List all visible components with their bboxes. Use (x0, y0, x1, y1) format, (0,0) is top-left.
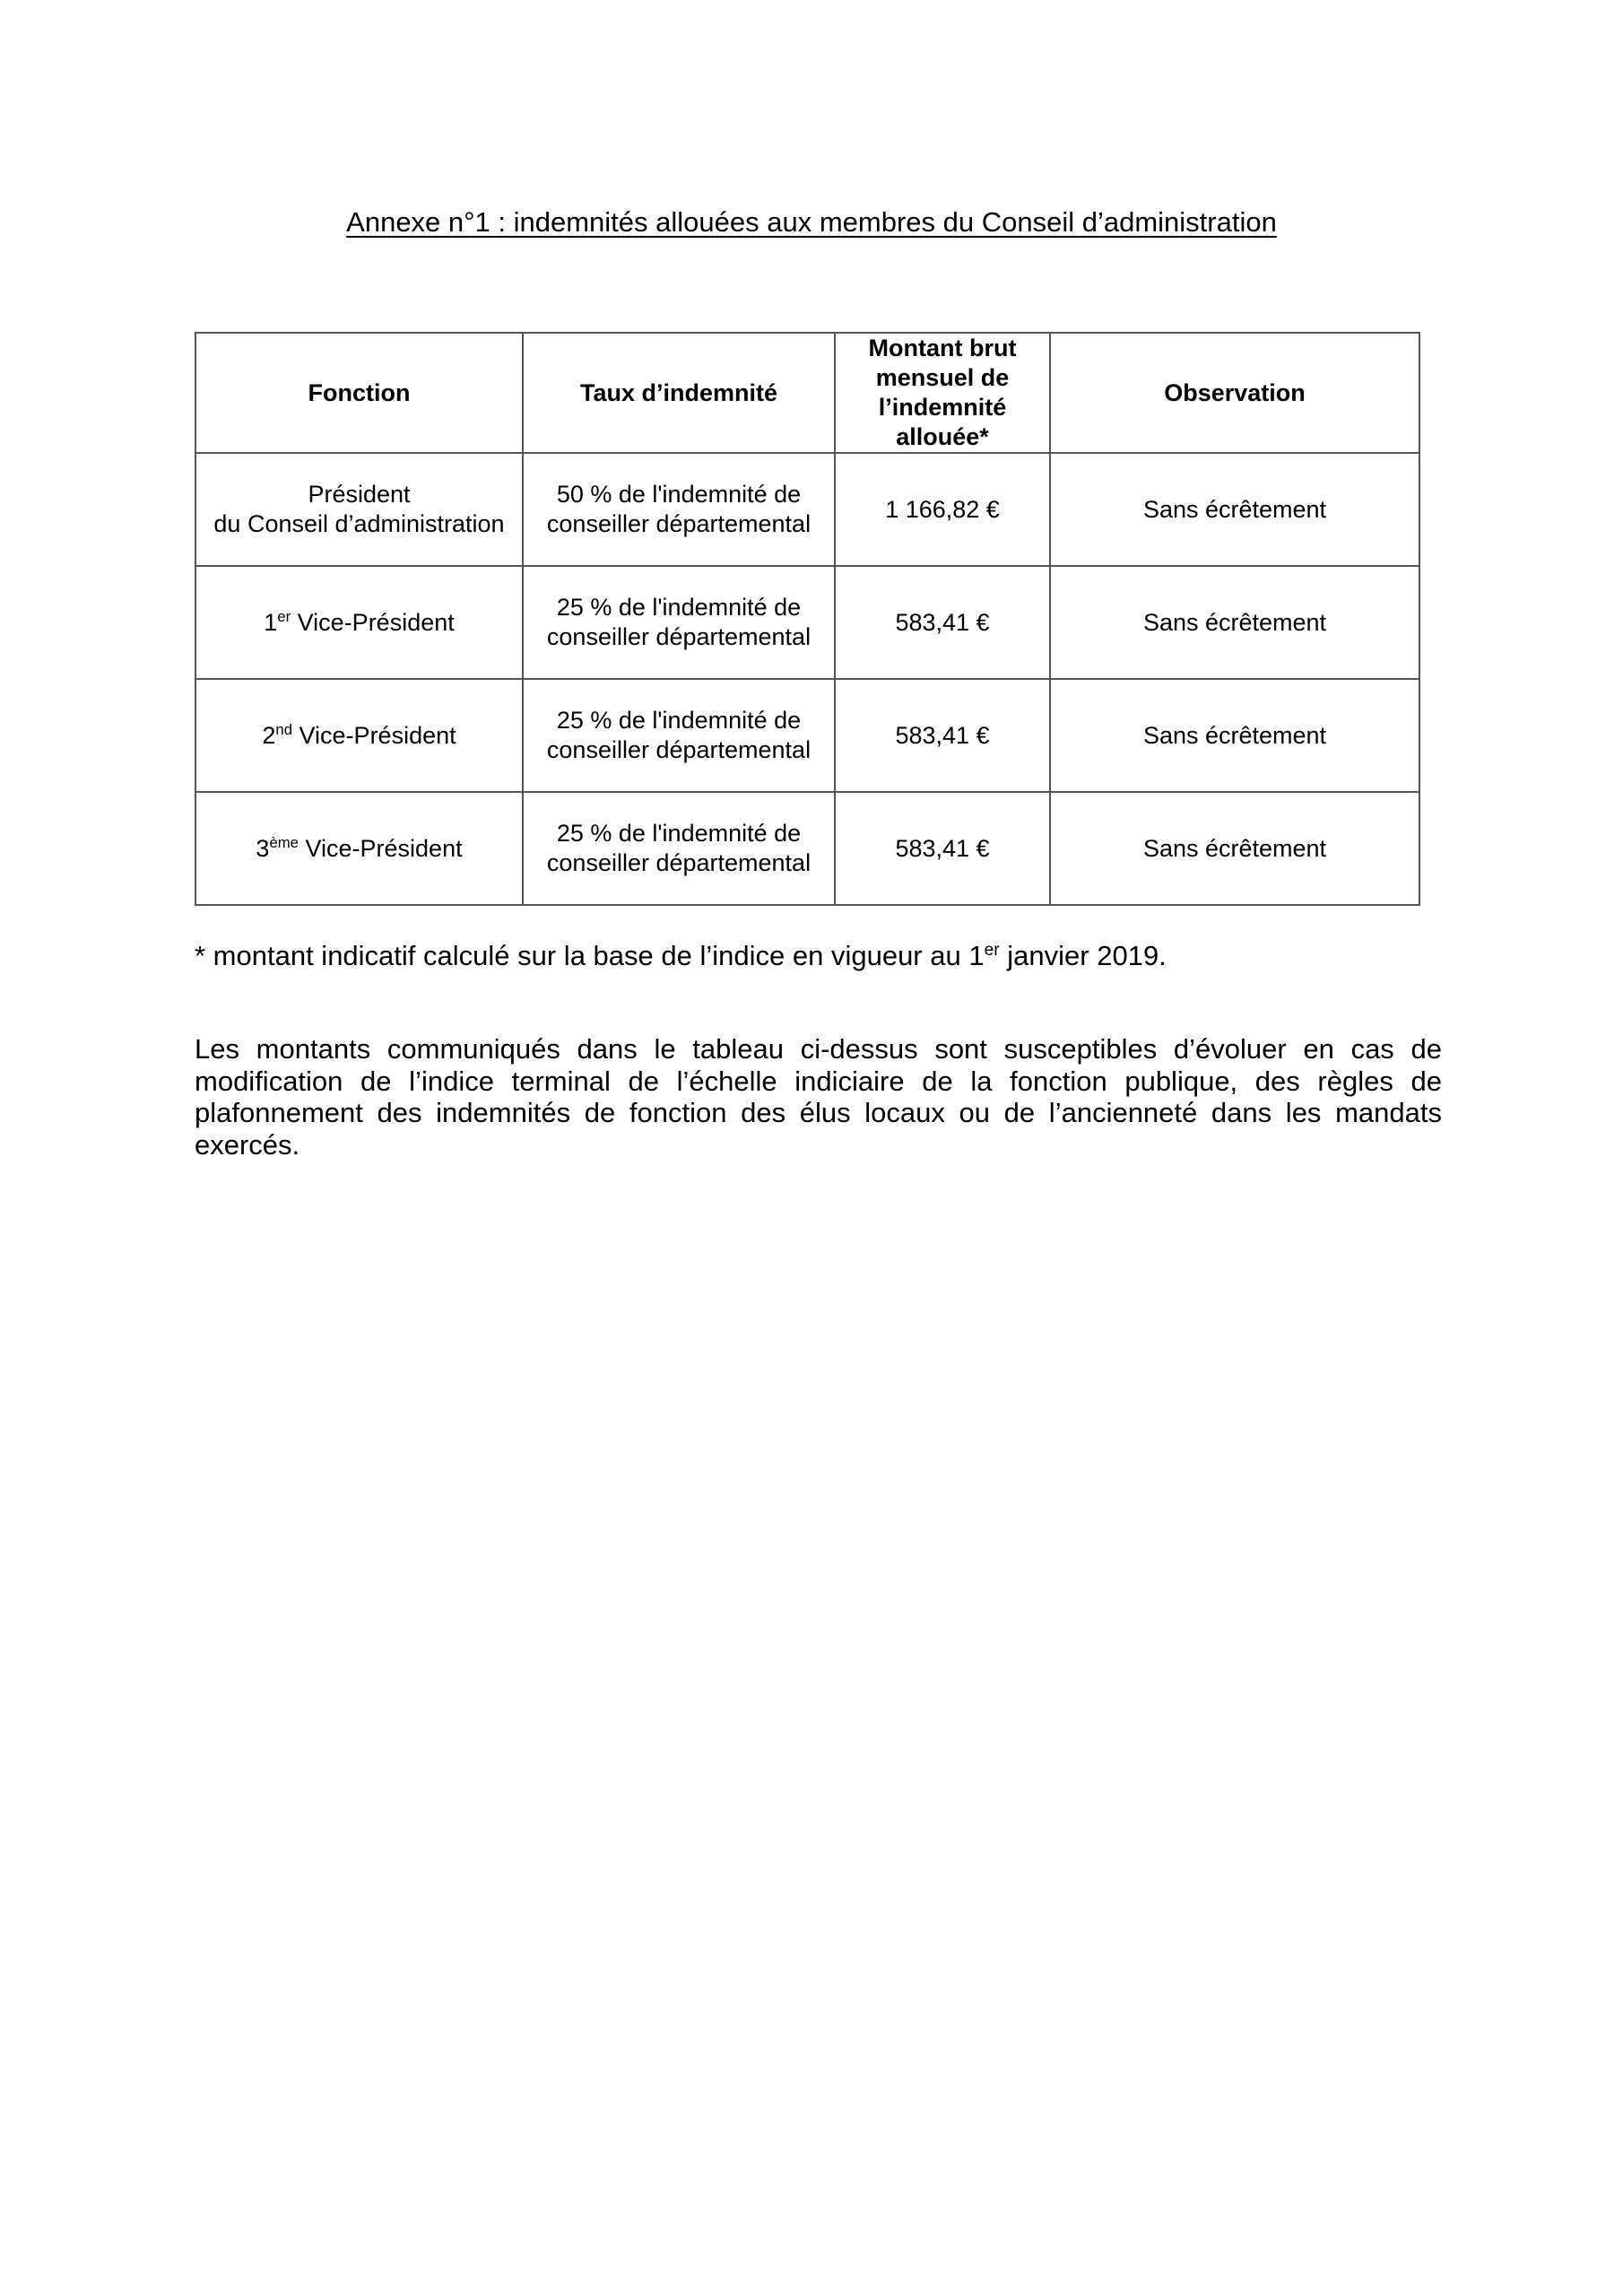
header-fonction: Fonction (195, 333, 523, 453)
header-observation: Observation (1050, 333, 1419, 453)
header-montant (835, 333, 1050, 453)
cell-observation: Sans écrêtement (1050, 679, 1419, 792)
cell-fonction (195, 679, 523, 792)
fonction-label (256, 835, 462, 862)
cell-observation: Sans écrêtement (1050, 792, 1419, 905)
indemnity-table (195, 332, 1420, 906)
cell-montant: 583,41 € (835, 792, 1050, 905)
footnote-ordinal-suffix: er (984, 941, 1000, 961)
footnote (195, 938, 1450, 974)
taux-line: conseiller départemental (546, 849, 812, 876)
table-row (195, 679, 1419, 792)
page-title-text: Annexe n°1 : indemnités allouées aux membres du Conseil d’administration (346, 206, 1277, 238)
cell-taux (523, 453, 835, 566)
fonction-line: Président (308, 481, 411, 508)
taux-line: conseiller départemental (546, 510, 812, 537)
cell-observation: Sans écrêtement (1050, 566, 1419, 679)
taux-line: 25 % de l'indemnité de (556, 594, 802, 621)
fonction-ordinal: 2 (262, 721, 276, 749)
header-montant-line: mensuel de (875, 364, 1010, 391)
cell-montant: 1 166,82 € (835, 453, 1050, 566)
fonction-ordinal-suffix: nd (275, 721, 293, 739)
fonction-label (264, 609, 455, 636)
taux-line: conseiller départemental (546, 623, 812, 650)
cell-montant: 583,41 € (835, 679, 1050, 792)
cell-montant: 583,41 € (835, 566, 1050, 679)
cell-taux (523, 792, 835, 905)
footnote-text: * montant indicatif calculé sur la base de l’indice en vigueur au 1 (195, 940, 985, 971)
header-taux: Taux d’indemnité (523, 333, 835, 453)
cell-taux (523, 566, 835, 679)
header-montant-line: l’indemnité (878, 394, 1007, 421)
taux-line: 50 % de l'indemnité de (556, 481, 802, 508)
cell-taux (523, 679, 835, 792)
fonction-ordinal-suffix: ème (269, 834, 299, 852)
footnote-text-end: janvier 2019. (999, 940, 1167, 971)
taux-line: conseiller départemental (546, 736, 812, 763)
explanatory-paragraph: Les montants communiqués dans le tableau ci-dessus sont susceptibles d’évoluer en cas de modification de l’indice terminal de l’échelle indiciaire de la fonction publique, des règles de plafonnement des indemnités de fonction des élus locaux ou de l’ancienneté dans les mandats exercés. (195, 1033, 1442, 1161)
table-row (195, 453, 1419, 566)
fonction-text: Vice-Président (291, 608, 455, 636)
taux-line: 25 % de l'indemnité de (556, 820, 802, 847)
page-title (0, 204, 1623, 240)
table-row (195, 566, 1419, 679)
fonction-text: Vice-Président (292, 721, 456, 749)
taux-line: 25 % de l'indemnité de (556, 707, 802, 734)
cell-observation: Sans écrêtement (1050, 453, 1419, 566)
header-montant-line: allouée* (896, 423, 989, 450)
cell-fonction (195, 792, 523, 905)
table-header-row (195, 333, 1419, 453)
cell-fonction (195, 566, 523, 679)
fonction-ordinal: 1 (264, 608, 278, 636)
cell-fonction (195, 453, 523, 566)
fonction-text: Vice-Président (299, 834, 463, 862)
fonction-ordinal: 3 (256, 834, 270, 862)
table-row (195, 792, 1419, 905)
header-montant-line: Montant brut (868, 335, 1017, 361)
fonction-label (262, 722, 456, 749)
fonction-line: du Conseil d’administration (213, 510, 505, 537)
fonction-ordinal-suffix: er (277, 608, 291, 626)
